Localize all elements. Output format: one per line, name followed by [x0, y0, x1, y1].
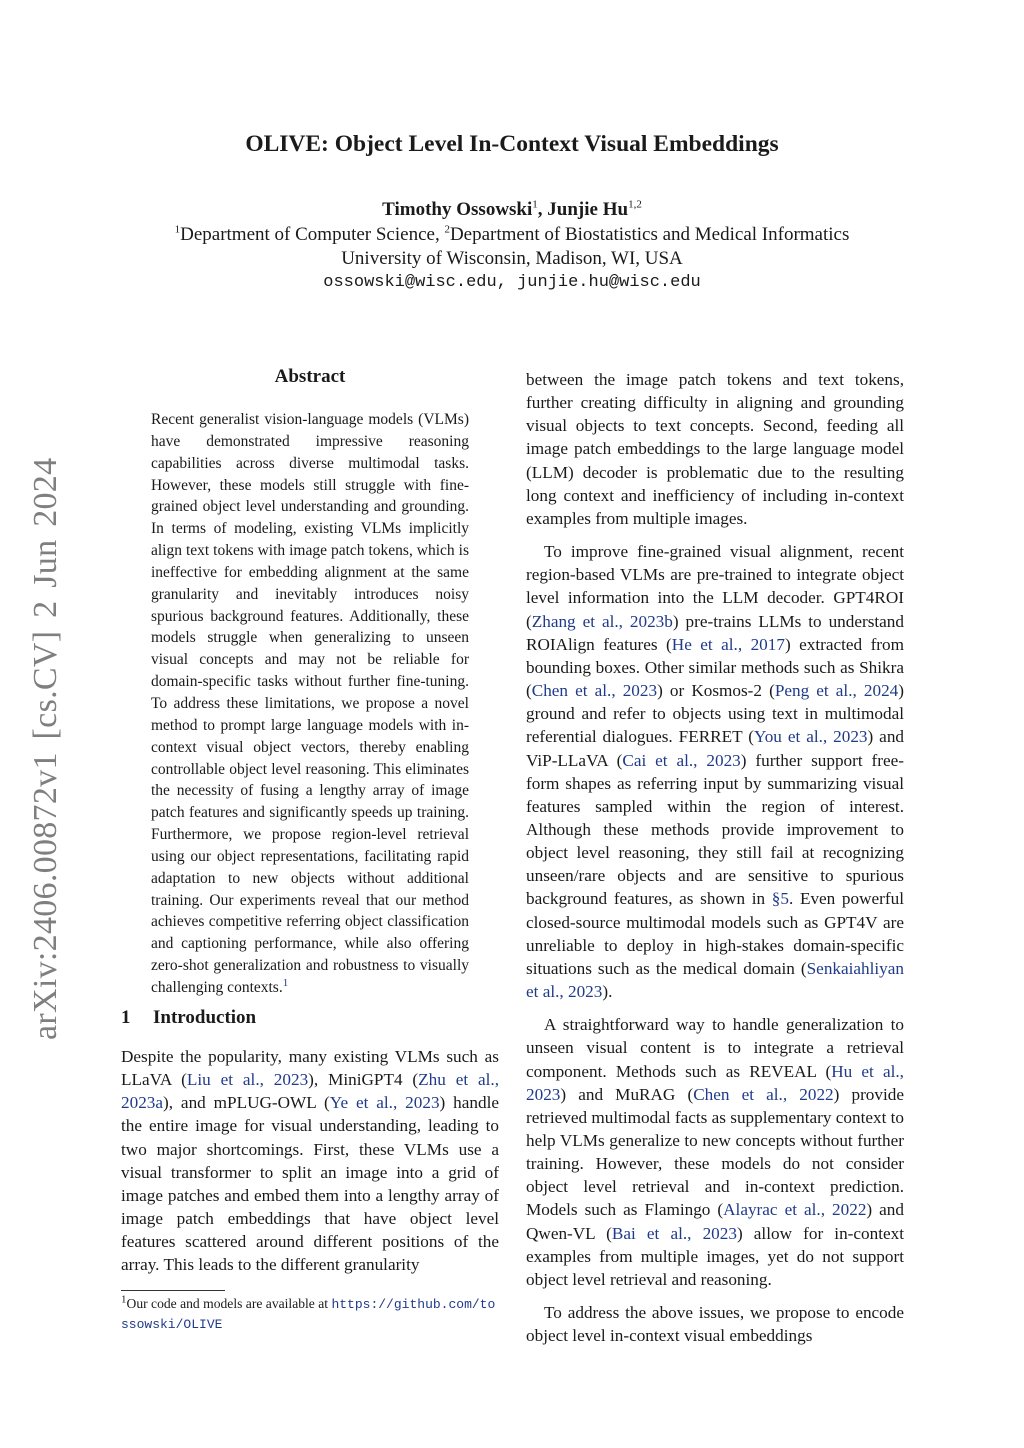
abstract-text: Recent generalist vision-language models (VLMs) have demonstrated impressive reasoning capabilities across diverse multimodal tasks. However, these models still struggle with fine-grained object level understanding and grounding. In terms of modeling, existing VLMs implicitly align text tokens with image patch tokens, which is ineffective for embedding alignment at the same granularity and inevitably introduces noisy spurious background features. Additionally, these models struggle when generalizing to unseen visual concepts and may not be reliable for domain-specific tasks without further fine-tuning. To address these limitations, we propose a novel method to prompt large language models with in-context visual object vectors, thereby enabling controllable object level reasoning. This eliminates the necessity of fusing a lengthy array of image patch features and significantly speeds up training. Furthermore, we propose region-level retrieval using our object representations, facilitating rapid adaptation to new objects without additional training. Our experiments reveal that our method achieves competitive referring object classification and captioning performance, while also offering zero-shot generalization and robustness to visually challenging contexts. — [151, 411, 469, 996]
body-text: ) and MuRAG ( — [560, 1084, 694, 1104]
footnote-number: 1 — [121, 1293, 127, 1306]
abstract-heading: Abstract — [274, 366, 346, 387]
author-affil-mark: 1,2 — [628, 198, 642, 211]
section-reference-link[interactable]: §5 — [771, 889, 789, 909]
affil-mark: 1 — [174, 223, 181, 236]
affiliation-line — [0, 224, 1024, 246]
arxiv-identifier: arXiv:2406.00872v1 [cs.CV] 2 Jun 2024 — [27, 457, 64, 1040]
citation-link[interactable]: Senkaiahliyan et al., 2023 — [526, 958, 904, 1002]
citation-link[interactable]: Cai et al., 2023 — [622, 750, 741, 770]
section-title: Introduction — [153, 1007, 257, 1028]
body-text: ) extracted from bounding boxes. Other similar methods such as Shikra ( — [526, 634, 904, 701]
citation-link[interactable]: Peng et al., 2024 — [774, 681, 899, 701]
body-text: . Even powerful closed-source multimodal models such as GPT4V are unreliable to deploy in high-stakes domain-specific situations such as the medical domain ( — [526, 889, 904, 978]
affiliation-dept: Department of Biostatistics and Medical Informatics — [449, 224, 850, 245]
body-text: To improve fine-grained visual alignment, recent region-based VLMs are pre-trained to integrate object level information into the LLM decoder. GPT4ROI ( — [526, 542, 904, 631]
footnote — [121, 1294, 501, 1334]
repository-link[interactable]: https://github.com/tossowski/OLIVE — [121, 1297, 496, 1332]
body-text: A straightforward way to handle generalization to unseen visual content is to integrate a retrieval component. Methods such as REVEAL ( — [526, 1015, 904, 1081]
citation-link[interactable]: Hu et al., 2023 — [526, 1061, 904, 1104]
body-text: ) pre-trains LLMs to understand ROIAlign features ( — [526, 611, 904, 654]
citation-link[interactable]: Ye et al., 2023 — [329, 1093, 440, 1113]
body-text: ) and ViP-LLaVA ( — [526, 727, 905, 770]
body-text: ) or Kosmos-2 ( — [657, 681, 775, 701]
body-text: ), and mPLUG-OWL ( — [163, 1093, 330, 1113]
author-line — [0, 199, 1024, 221]
body-paragraph — [526, 1013, 904, 1291]
citation-link[interactable]: Liu et al., 2023 — [186, 1070, 309, 1090]
affil-mark: 2 — [444, 223, 450, 236]
footnote-mark[interactable]: 1 — [282, 976, 289, 989]
body-text: ) and Qwen-VL ( — [526, 1200, 904, 1243]
body-paragraph: between the image patch tokens and text tokens, further creating difficulty in aligning and grounding visual objects to text concepts. Second, feeding all image patch embeddings to the large language model (LLM) decoder is problematic due to the resulting long context and inefficiency of including in-context examples from multiple images. — [526, 370, 904, 528]
body-text: Despite the popularity, many existing VLMs such as LLaVA ( — [121, 1047, 499, 1090]
author-name: Timothy Ossowski — [382, 199, 533, 220]
body-paragraph — [526, 540, 904, 1003]
author-affil-mark: 1 — [532, 198, 538, 211]
body-text: ) allow for in-context examples from multiple images, yet do not support object level retrieval and reasoning. — [526, 1223, 904, 1289]
right-column — [526, 368, 904, 1347]
citation-link[interactable]: Alayrac et al., 2022 — [723, 1200, 867, 1220]
body-text: ) ground and refer to objects using text in multimodal referential dialogues. FERRET ( — [526, 681, 905, 747]
affiliation-dept: Department of Computer Science, — [180, 224, 445, 245]
body-text: ) further support free-form shapes as referring input by summarizing visual features sampled within the region of interest. Although these methods provide improvement to object level reasoning, they still fail at recognizing unseen/rare objects and are sensitive to spurious background features, as shown in — [526, 750, 904, 909]
footnote-divider — [121, 1290, 225, 1291]
citation-link[interactable]: He et al., 2017 — [671, 634, 785, 654]
section-number: 1 — [121, 1007, 131, 1028]
citation-link[interactable]: You et al., 2023 — [754, 727, 868, 747]
author-separator: , — [537, 199, 548, 220]
body-text: ) handle the entire image for visual understanding, leading to two major shortcomings. First, these VLMs use a visual transformer to split an image into a grid of image patches and embed them into a lengthy array of image patch embeddings that have object level features scattered around different positions of the array. This leads to the different granularity — [121, 1093, 499, 1275]
citation-link[interactable]: Chen et al., 2022 — [693, 1084, 834, 1104]
body-text: ) provide retrieved multimodal facts as supplementary context to help VLMs generalize to new concepts without further training. However, these models do not consider object level retrieval and in-context prediction. Models such as Flamingo ( — [526, 1084, 905, 1220]
citation-link[interactable]: Chen et al., 2023 — [531, 681, 658, 701]
citation-link[interactable]: Zhang et al., 2023b — [531, 611, 673, 631]
footnote-text: Our code and models are available at — [126, 1296, 332, 1311]
body-text: ). — [602, 982, 613, 1002]
body-text: ), MiniGPT4 ( — [308, 1070, 419, 1090]
author-name: Junjie Hu — [547, 199, 629, 220]
paper-title: OLIVE: Object Level In-Context Visual Embeddings — [245, 131, 779, 157]
affiliation-university: University of Wisconsin, Madison, WI, USA — [341, 248, 683, 269]
citation-link[interactable]: Zhu et al., 2023a — [121, 1070, 499, 1113]
abstract-body — [151, 409, 469, 999]
intro-paragraph — [121, 1045, 499, 1277]
citation-link[interactable]: Bai et al., 2023 — [611, 1223, 737, 1243]
author-emails[interactable]: ossowski@wisc.edu, junjie.hu@wisc.edu — [323, 273, 701, 292]
section-heading — [121, 1007, 256, 1029]
body-paragraph: To address the above issues, we propose to encode object level in-context visual embeddings — [526, 1303, 904, 1346]
